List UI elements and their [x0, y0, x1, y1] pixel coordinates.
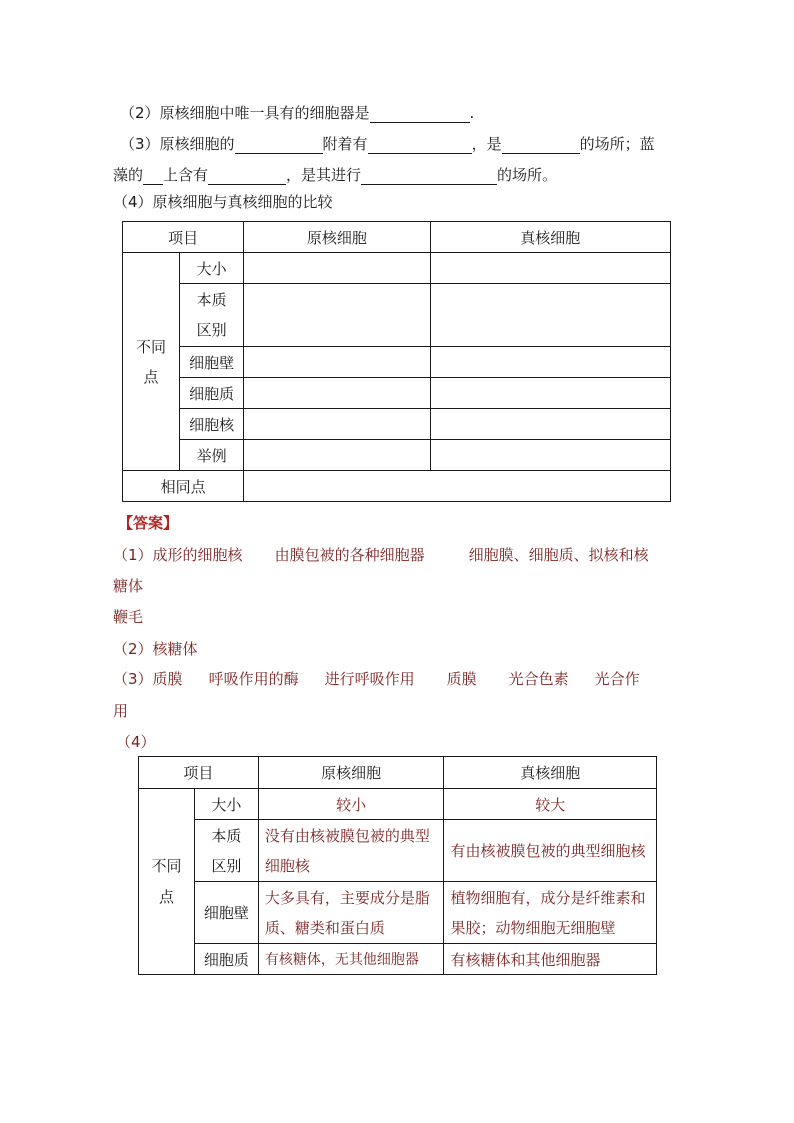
prokaryote-cell[interactable] [244, 347, 430, 378]
answer-3-item: 质膜 [152, 670, 183, 688]
table-row [123, 253, 671, 284]
eukaryote-cell[interactable] [430, 409, 670, 440]
prokaryote-cell[interactable] [244, 440, 430, 471]
table-row [123, 409, 671, 440]
eukaryote-cell[interactable] [430, 284, 670, 347]
prokaryote-cell[interactable] [244, 378, 430, 409]
table-row [123, 440, 671, 471]
row-label: 细胞壁 [180, 347, 244, 378]
row-label: 细胞核 [180, 409, 244, 440]
answer-header: 【答案】 [118, 514, 179, 532]
answer-1-item: 成形的细胞核 [152, 546, 243, 564]
answer-3-item: 进行呼吸作用 [324, 670, 415, 688]
table-row [123, 378, 671, 409]
row-label: 举例 [180, 440, 244, 471]
eukaryote-cell: 较大 [444, 789, 657, 820]
question-2 [120, 103, 474, 123]
header-eukaryote: 真核细胞 [430, 222, 670, 253]
question-3-part: 藻的 [113, 166, 144, 184]
answer-blank[interactable] [235, 137, 323, 154]
prokaryote-cell: 大多具有，主要成分是脂质、糖类和蛋白质 [258, 882, 444, 944]
row-label: 本质区别 [194, 820, 258, 882]
eukaryote-cell[interactable] [430, 440, 670, 471]
table-header-row [123, 222, 671, 253]
table-row [139, 789, 657, 820]
question-2-end: . [469, 104, 475, 122]
answer-3-item: 光合色素 [508, 670, 569, 688]
row-label: 大小 [180, 253, 244, 284]
table-row [123, 284, 671, 347]
comparison-table-blank [122, 221, 671, 502]
answer-1-line-3: 鞭毛 [113, 608, 144, 626]
common-cell[interactable] [244, 471, 671, 502]
eukaryote-cell: 有核糖体和其他细胞器 [444, 944, 657, 975]
question-3-part: 的场所。 [497, 166, 558, 184]
header-prokaryote: 原核细胞 [244, 222, 430, 253]
answer-3-item: 呼吸作用的酶 [208, 670, 299, 688]
answer-blank[interactable] [502, 137, 580, 154]
eukaryote-cell: 植物细胞有，成分是纤维素和果胶；动物细胞无细胞壁 [444, 882, 657, 944]
eukaryote-cell[interactable] [430, 378, 670, 409]
question-3-part: 的场所；蓝 [579, 135, 655, 153]
answer-4-label: （4） [116, 733, 156, 751]
header-item: 项目 [123, 222, 244, 253]
answer-2: （2）核糖体 [113, 640, 198, 658]
group-label: 不同点 [123, 253, 180, 471]
prokaryote-cell: 没有由核被膜包被的典型细胞核 [258, 820, 444, 882]
eukaryote-cell[interactable] [430, 253, 670, 284]
table-row [123, 347, 671, 378]
header-item: 项目 [139, 757, 259, 789]
question-4-title: （4）原核细胞与真核细胞的比较 [113, 193, 333, 211]
row-label: 大小 [194, 789, 258, 820]
answer-1-item: 细胞膜、细胞质、拟核和核 [468, 546, 649, 564]
table-row [139, 882, 657, 944]
eukaryote-cell: 有由核被膜包被的典型细胞核 [444, 820, 657, 882]
question-3-part: ，是 [471, 135, 502, 153]
answer-blank[interactable] [143, 168, 163, 185]
answer-blank[interactable] [368, 137, 472, 154]
answer-1-line-1 [113, 545, 649, 565]
row-label: 细胞质 [180, 378, 244, 409]
answer-3-item: 光合作 [594, 670, 640, 688]
question-2-text: （2）原核细胞中唯一具有的细胞器是 [120, 104, 370, 122]
question-3-line-1 [120, 134, 655, 154]
answer-blank[interactable] [361, 168, 497, 185]
header-prokaryote: 原核细胞 [258, 757, 444, 789]
answer-3-line-1 [113, 669, 640, 689]
question-3-part: （3）原核细胞的 [120, 135, 235, 153]
answer-1-line-2: 糖体 [113, 577, 144, 595]
table-header-row [139, 757, 657, 789]
answer-3-label: （3） [113, 670, 153, 688]
group-label: 不同点 [139, 789, 195, 975]
question-3-part: 附着有 [322, 135, 368, 153]
common-label: 相同点 [123, 471, 244, 502]
table-row [139, 944, 657, 975]
prokaryote-cell[interactable] [244, 409, 430, 440]
eukaryote-cell[interactable] [430, 347, 670, 378]
table-row [123, 471, 671, 502]
row-label: 本质区别 [180, 284, 244, 347]
table-row [139, 820, 657, 882]
header-eukaryote: 真核细胞 [444, 757, 657, 789]
answer-3-line-2: 用 [113, 702, 129, 720]
answer-blank[interactable] [370, 106, 470, 123]
comparison-table-answer [138, 756, 657, 975]
question-3-part: 上含有 [163, 166, 209, 184]
answer-1-label: （1） [113, 546, 153, 564]
answer-1-item: 由膜包被的各种细胞器 [274, 546, 425, 564]
prokaryote-cell[interactable] [244, 253, 430, 284]
answer-3-item: 质膜 [446, 670, 477, 688]
row-label: 细胞质 [194, 944, 258, 975]
prokaryote-cell[interactable] [244, 284, 430, 347]
answer-blank[interactable] [208, 168, 286, 185]
question-3-line-2 [113, 165, 557, 185]
row-label: 细胞壁 [194, 882, 258, 944]
prokaryote-cell: 有核糖体，无其他细胞器 [258, 944, 444, 975]
prokaryote-cell: 较小 [258, 789, 444, 820]
question-3-part: ，是其进行 [286, 166, 362, 184]
